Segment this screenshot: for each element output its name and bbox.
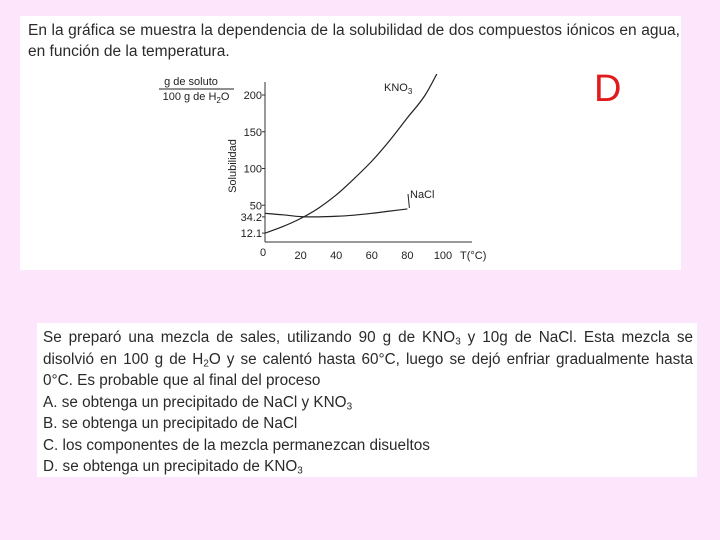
solubility-chart [20, 16, 681, 270]
x-tick-label: 100 [433, 250, 453, 262]
x-tick-label: 0 [259, 247, 267, 259]
y-axis-label: Solubilidad [227, 139, 239, 193]
question-stem: Se preparó una mezcla de sales, utilizando 90 g de $KNO_3$ y 10g de NaCl. Esta mezcla se disolvió en 100 g de $H_2O$ y se calentó hasta 60°C, luego se dejó enfriar gradualmente hasta 0°C. Es probable que al final del proceso [43, 329, 694, 389]
series-kno3-label: $KNO_3$ [384, 82, 413, 96]
x-tick-label: 40 [330, 250, 343, 262]
unit-numerator: g de soluto [164, 76, 218, 88]
option-b: B. se obtenga un precipitado de NaCl [43, 415, 298, 432]
x-tick-label: 20 [294, 250, 307, 262]
question-panel [37, 323, 697, 477]
y-tick-label: 34.2 [240, 211, 262, 224]
option-a: A. se obtenga un precipitado de NaCl y $KNO_3$ [43, 393, 353, 412]
y-tick-label: 200 [243, 90, 262, 102]
series-kno3-curve [265, 62, 443, 233]
option-d: D. se obtenga un precipitado de $KNO_3$ [43, 458, 303, 477]
intro-text: En la gráfica se muestra la dependencia de la solubilidad de dos compuestos iónicos en agua, en función de la temperatura. [28, 22, 680, 60]
series-nacl-label: NaCl [410, 189, 435, 201]
y-tick-label: 100 [243, 163, 262, 176]
x-axis-label: T(°C) [460, 250, 487, 262]
answer-letter: D [594, 68, 622, 110]
y-tick-label: 12.1 [240, 228, 262, 241]
x-tick-label: 60 [365, 250, 378, 262]
unit-denominator: 100 g de $H_2O$ [162, 91, 230, 105]
y-tick-label: 150 [243, 126, 262, 139]
graph-panel [20, 16, 681, 270]
x-tick-label: 80 [401, 250, 414, 262]
series-nacl-curve [265, 209, 407, 217]
option-c: C. los componentes de la mezcla permanezcan disueltos [43, 436, 430, 454]
y-tick-label: 50 [249, 200, 262, 213]
question-block [43, 327, 693, 478]
